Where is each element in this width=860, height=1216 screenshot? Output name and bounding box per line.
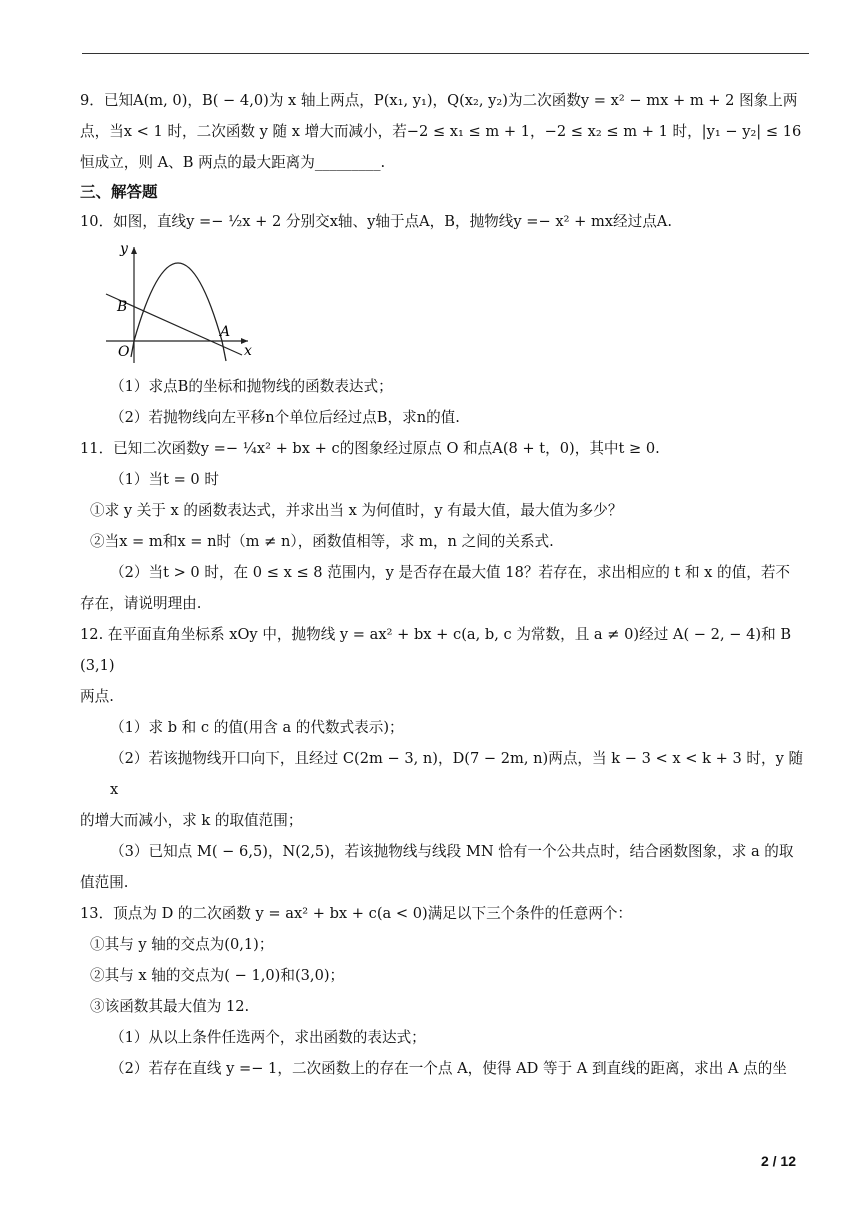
q11-sub-2: ②当x = m和x = n时（m ≠ n），函数值相等，求 m，n 之间的关系式. [90, 533, 554, 550]
q13-stem: 13．顶点为 D 的二次函数 y = ax² + bx + c(a < 0)满足以下三个条件的任意两个： [80, 905, 633, 922]
q10-part-1: （1）求点B的坐标和抛物线的函数表达式； [110, 378, 393, 395]
section-title: 三、解答题 [80, 183, 158, 201]
q10-graph [98, 239, 258, 367]
q11-part-2a: （2）当t > 0 时，在 0 ≤ x ≤ 8 范围内，y 是否存在最大值 18？若存在，求出相应的 t 和 x 的值，若不 [110, 564, 791, 581]
q12-part-3b: 值范围. [80, 874, 129, 891]
q11-sub-1: ①求 y 关于 x 的函数表达式，并求出当 x 为何值时，y 有最大值，最大值为多少？ [90, 502, 623, 519]
point-a-label: A [220, 324, 231, 340]
header-rule [82, 53, 809, 54]
q10-stem: 10．如图，直线y =− ½x + 2 分别交x轴、y轴于点A，B，抛物线y =− x² + mx经过点A. [80, 213, 672, 230]
q13-condition-3: ③该函数其最大值为 12. [90, 998, 250, 1015]
q13-condition-1: ①其与 y 轴的交点为(0,1)； [90, 936, 274, 953]
question-13 [80, 898, 810, 1084]
parabola-tail [222, 341, 226, 361]
q11-stem: 11．已知二次函数y =− ¼x² + bx + c的图象经过原点 O 和点A(8 + t，0)，其中t ≥ 0. [80, 440, 660, 457]
x-axis-label: x [244, 343, 252, 359]
q13-condition-2: ②其与 x 轴的交点为( − 1,0)和(3,0)； [90, 967, 345, 984]
parabola [134, 263, 222, 341]
q9-line-1: 9．已知A(m, 0)，B( − 4,0)为 x 轴上两点，P(x₁, y₁)，Q(x₂, y₂)为二次函数y = x² − mx + m + 2 图象上两 [80, 92, 798, 109]
q13-part-1: （1）从以上条件任选两个，求出函数的表达式； [110, 1029, 426, 1046]
q12-stem-b: 两点. [80, 688, 114, 705]
q10-figure [98, 239, 258, 367]
question-11 [80, 433, 810, 619]
q13-part-2: （2）若存在直线 y =− 1，二次函数上的存在一个点 A，使得 AD 等于 A 到直线的距离，求出 A 点的坐 [110, 1060, 787, 1077]
q12-part-3a: （3）已知点 M( − 6,5)，N(2,5)，若该抛物线与线段 MN 恰有一个公共点时，结合函数图象，求 a 的取 [110, 843, 794, 860]
document-page [80, 85, 810, 1084]
question-9 [80, 85, 810, 178]
point-b-label: B [117, 299, 128, 315]
q9-line-2: 点，当x < 1 时，二次函数 y 随 x 增大而减小，若−2 ≤ x₁ ≤ m + 1，−2 ≤ x₂ ≤ m + 1 时，|y₁ − y₂| ≤ 16 [80, 123, 802, 140]
q9-line-3: 恒成立，则 A、B 两点的最大距离为_________. [80, 154, 386, 171]
q11-part-2b: 存在，请说明理由. [80, 595, 202, 612]
q10-part-2: （2）若抛物线向左平移n个单位后经过点B，求n的值. [110, 409, 460, 426]
y-axis-arrow [131, 247, 137, 254]
question-10 [80, 206, 810, 433]
question-12 [80, 619, 810, 898]
y-axis-label: y [120, 241, 128, 257]
q12-part-2a: （2）若该抛物线开口向下，且经过 C(2m − 3, n)，D(7 − 2m, n)两点，当 k − 3 < x < k + 3 时，y 随 x [110, 750, 804, 798]
q12-part-2b: 的增大而减小，求 k 的取值范围； [80, 812, 303, 829]
page-number: 2 / 12 [760, 1153, 796, 1169]
q12-part-1: （1）求 b 和 c 的值(用含 a 的代数式表示)； [110, 719, 404, 736]
q11-part-1: （1）当t = 0 时 [110, 471, 219, 488]
origin-label: O [118, 344, 130, 360]
q12-stem-a: 12. 在平面直角坐标系 xOy 中，抛物线 y = ax² + bx + c(a, b, c 为常数，且 a ≠ 0)经过 A( − 2, − 4)和 B(3,1) [80, 626, 792, 674]
